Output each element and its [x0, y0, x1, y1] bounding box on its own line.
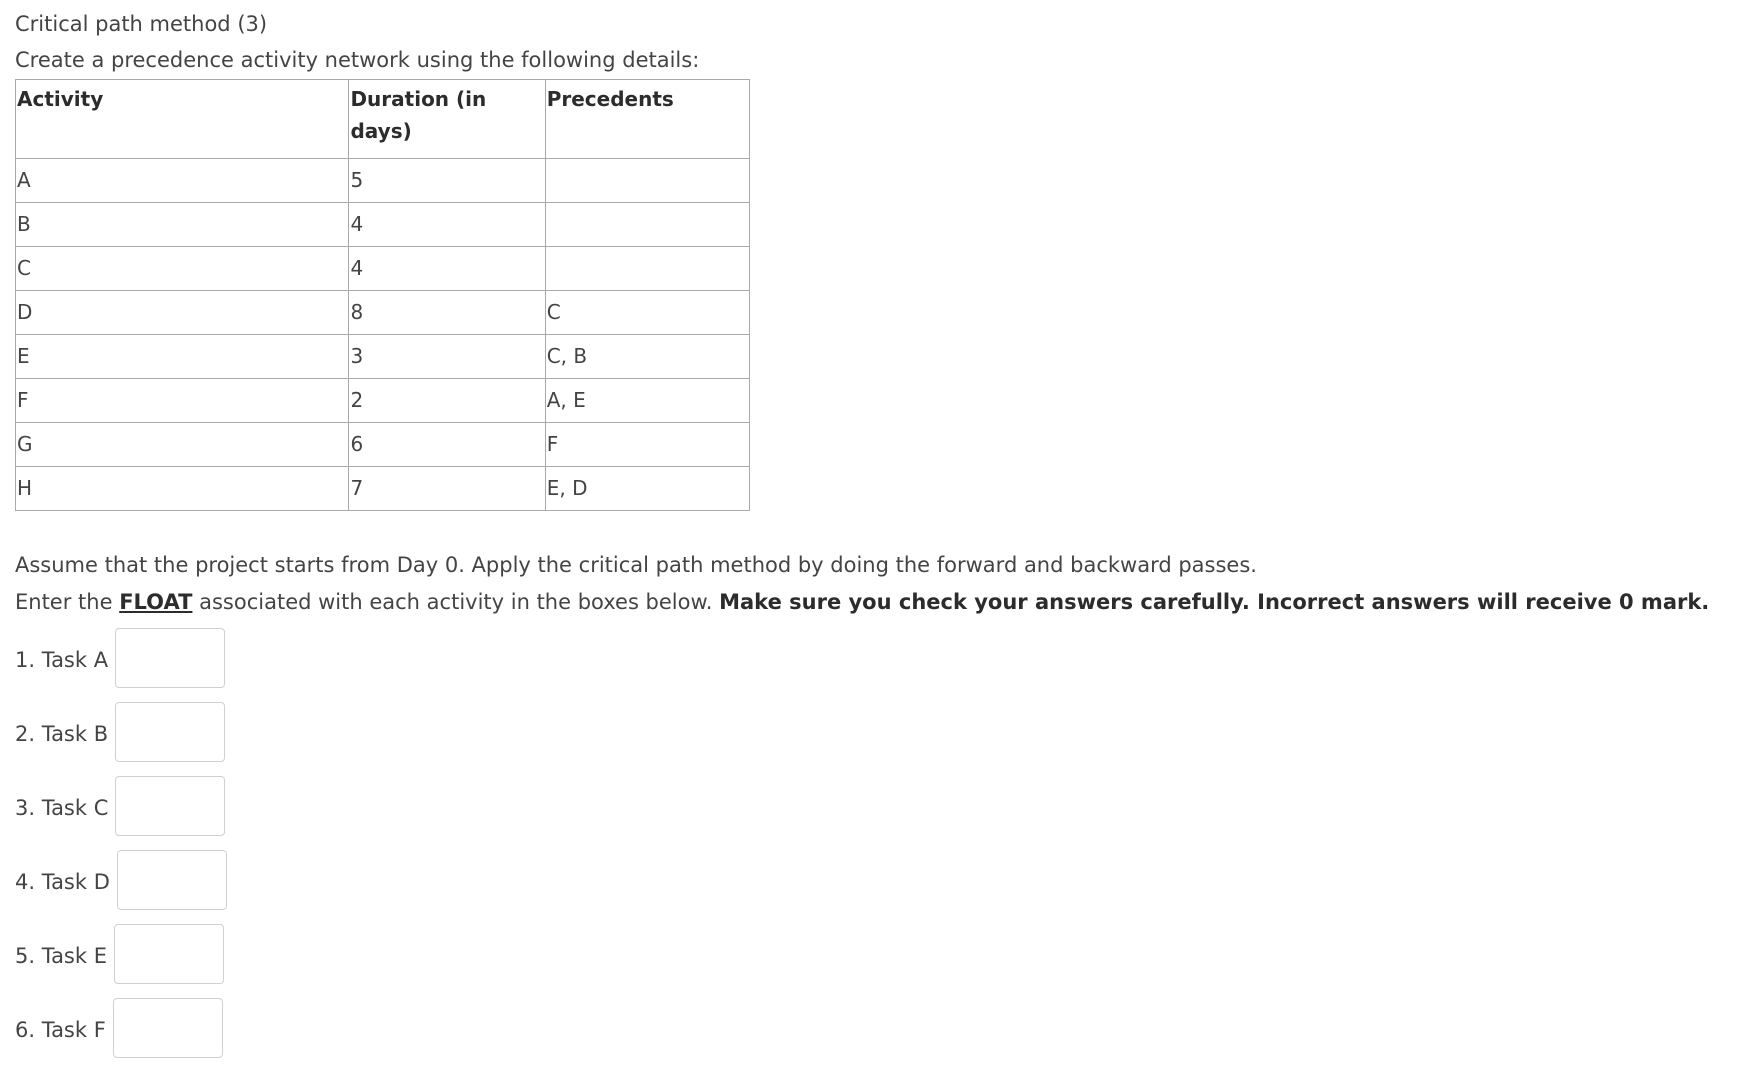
header-activity: Activity: [16, 80, 349, 159]
table-row: [16, 247, 750, 291]
table-row: [16, 423, 750, 467]
cell-precedents: E, D: [545, 467, 749, 511]
assumption-text: Assume that the project starts from Day 0. Apply the critical path method by doing the forward and backward passes.: [15, 553, 1257, 577]
float-keyword: FLOAT: [119, 590, 193, 614]
cell-duration: 8: [349, 291, 545, 335]
answer-row-task-a: [15, 625, 1735, 691]
cell-activity: F: [16, 379, 349, 423]
table-row: [16, 203, 750, 247]
answer-label: 5. Task E: [15, 944, 107, 968]
cell-activity: E: [16, 335, 349, 379]
table-row: [16, 159, 750, 203]
cell-precedents: [545, 203, 749, 247]
answer-row-task-c: [15, 773, 1735, 839]
answer-label: 6. Task F: [15, 1018, 106, 1042]
cell-activity: C: [16, 247, 349, 291]
cell-duration: 4: [349, 247, 545, 291]
answer-row-task-f: [15, 995, 1735, 1061]
cell-activity: H: [16, 467, 349, 511]
instruction-prefix: Enter the: [15, 590, 113, 614]
instruction-text: [15, 586, 1735, 618]
cell-precedents: [545, 159, 749, 203]
cell-precedents: [545, 247, 749, 291]
answer-input-task-c[interactable]: [115, 776, 225, 836]
cell-duration: 5: [349, 159, 545, 203]
cell-precedents: A, E: [545, 379, 749, 423]
question-intro: Create a precedence activity network using the following details:: [15, 48, 700, 72]
answer-input-task-e[interactable]: [114, 924, 224, 984]
table-row: [16, 335, 750, 379]
question-title: Critical path method (3): [15, 12, 268, 36]
table-row: [16, 467, 750, 511]
answer-label: 3. Task C: [15, 796, 109, 820]
activity-table: [15, 79, 750, 511]
cell-duration: 2: [349, 379, 545, 423]
answer-input-task-a[interactable]: [115, 628, 225, 688]
cell-precedents: C: [545, 291, 749, 335]
answer-input-task-d[interactable]: [117, 850, 227, 910]
answer-label: 1. Task A: [15, 648, 109, 672]
answer-row-task-d: [15, 847, 1735, 913]
answer-label: 2. Task B: [15, 722, 109, 746]
warning-text: Make sure you check your answers carefully. Incorrect answers will receive 0 mark.: [719, 590, 1710, 614]
question-container: [15, 8, 1735, 1069]
cell-precedents: C, B: [545, 335, 749, 379]
cell-activity: G: [16, 423, 349, 467]
cell-duration: 6: [349, 423, 545, 467]
table-header-row: [16, 80, 750, 159]
answer-input-task-f[interactable]: [113, 998, 223, 1058]
cell-activity: A: [16, 159, 349, 203]
answer-row-task-b: [15, 699, 1735, 765]
instruction-middle: associated with each activity in the boxes below.: [199, 590, 713, 614]
table-row: [16, 291, 750, 335]
cell-duration: 7: [349, 467, 545, 511]
cell-duration: 3: [349, 335, 545, 379]
header-duration: Duration (in days): [349, 80, 545, 159]
answer-input-task-b[interactable]: [115, 702, 225, 762]
cell-precedents: F: [545, 423, 749, 467]
cell-activity: D: [16, 291, 349, 335]
table-row: [16, 379, 750, 423]
header-precedents: Precedents: [545, 80, 749, 159]
answer-label: 4. Task D: [15, 870, 110, 894]
cell-duration: 4: [349, 203, 545, 247]
cell-activity: B: [16, 203, 349, 247]
answer-row-task-e: [15, 921, 1735, 987]
